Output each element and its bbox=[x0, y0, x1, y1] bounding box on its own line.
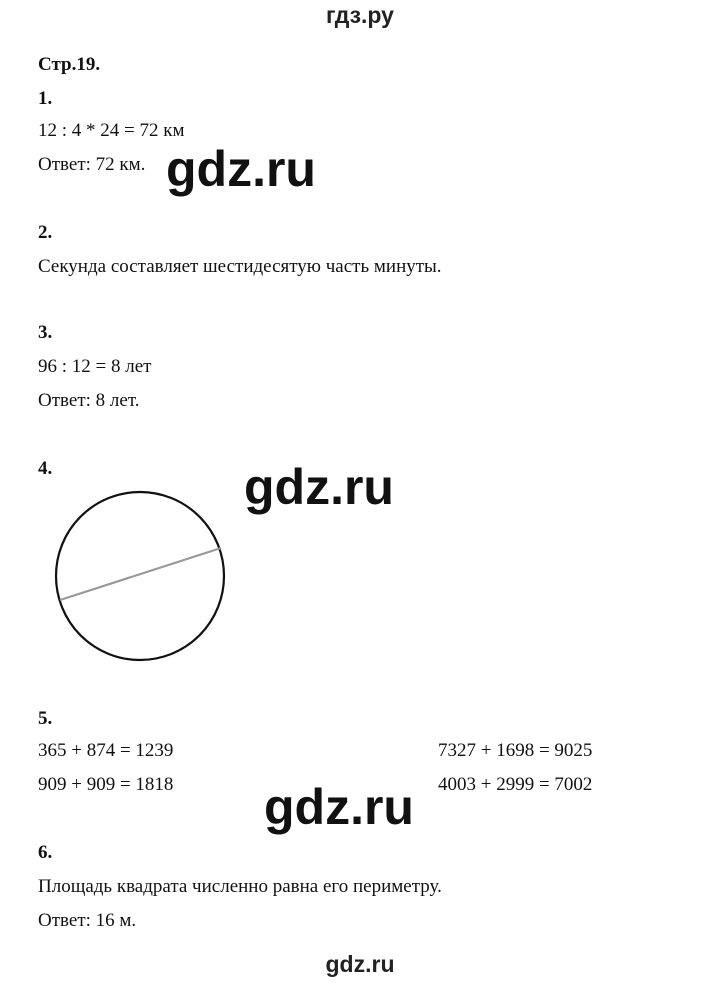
task-1-number: 1. bbox=[38, 88, 53, 109]
watermark: gdz.ru bbox=[166, 141, 316, 197]
watermark: gdz.ru bbox=[264, 779, 414, 835]
task-2-number: 2. bbox=[38, 222, 53, 243]
task-6-answer: Ответ: 16 м. bbox=[38, 910, 137, 931]
task-5-left-1: 365 + 874 = 1239 bbox=[38, 740, 174, 761]
circle-shape bbox=[56, 492, 224, 660]
task-5-right-1: 7327 + 1698 = 9025 bbox=[438, 740, 593, 761]
task-3-answer: Ответ: 8 лет. bbox=[38, 390, 140, 411]
task-1-answer: Ответ: 72 км. bbox=[38, 154, 146, 175]
task-4-number: 4. bbox=[38, 458, 53, 479]
task-5-left-2: 909 + 909 = 1818 bbox=[38, 774, 174, 795]
circle-with-chord-figure bbox=[52, 487, 228, 665]
task-5-number: 5. bbox=[38, 708, 53, 729]
chord-line bbox=[60, 548, 221, 600]
task-3-line-1: 96 : 12 = 8 лет bbox=[38, 356, 152, 377]
task-1-line-1: 12 : 4 * 24 = 72 км bbox=[38, 120, 185, 141]
task-6-line-1: Площадь квадрата численно равна его периметру. bbox=[38, 876, 442, 897]
task-5-right-2: 4003 + 2999 = 7002 bbox=[438, 774, 593, 795]
task-3-number: 3. bbox=[38, 322, 53, 343]
task-2-line-1: Секунда составляет шестидесятую часть минуты. bbox=[38, 256, 442, 277]
watermark: gdz.ru bbox=[244, 459, 394, 515]
page-title: Стр.19. bbox=[38, 54, 101, 75]
site-header: гдз.ру bbox=[326, 2, 394, 28]
site-footer: gdz.ru bbox=[325, 951, 395, 977]
task-6-number: 6. bbox=[38, 842, 53, 863]
